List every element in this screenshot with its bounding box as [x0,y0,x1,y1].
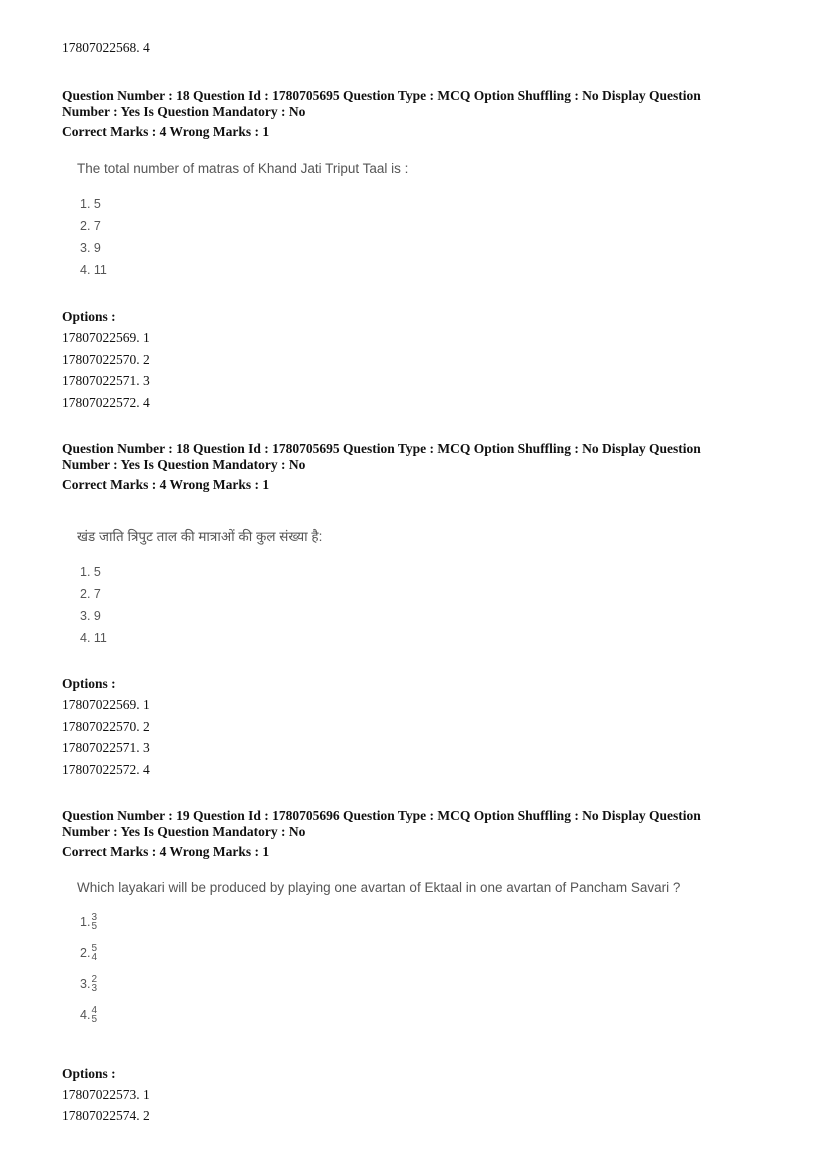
marks-line: Correct Marks : 4 Wrong Marks : 1 [62,477,270,492]
question-header-line1: Question Number : 18 Question Id : 1780705695 Question Type : MCQ Option Shuffling : No Display Question [62,441,701,456]
fraction-numerator: 5 [91,943,97,954]
question-choice: 4. 11 [80,631,107,645]
question-choice: 3. 9 [80,609,101,623]
choice-label: 1. [80,915,91,929]
fraction-denominator: 5 [91,1014,97,1025]
question-choice-fraction [80,944,97,962]
fraction-denominator: 3 [91,983,97,994]
fraction [91,975,97,993]
option-line: 17807022574. 2 [62,1108,150,1123]
question-choice: 2. 7 [80,219,101,233]
fraction-numerator: 3 [91,912,97,923]
option-line: 17807022572. 4 [62,762,150,777]
fraction-numerator: 2 [91,974,97,985]
fraction [91,944,97,962]
question-text: The total number of matras of Khand Jati Triput Taal is : [77,161,409,176]
question-text: खंड जाति त्रिपुट ताल की मात्राओं की कुल संख्या है: [77,529,323,544]
option-line: 17807022570. 2 [62,719,150,734]
fraction-denominator: 4 [91,952,97,963]
marks-line: Correct Marks : 4 Wrong Marks : 1 [62,844,270,859]
question-choice-fraction [80,975,97,993]
question-text: Which layakari will be produced by playing one avartan of Ektaal in one avartan of Pancham Savari ? [77,880,681,895]
fraction [91,1006,97,1024]
question-header-line2: Number : Yes Is Question Mandatory : No [62,457,306,472]
options-label: Options : [62,1066,116,1081]
question-choice-fraction [80,913,97,931]
choice-label: 4. [80,1008,91,1022]
question-choice: 1. 5 [80,565,101,579]
question-choice: 2. 7 [80,587,101,601]
question-header-line1: Question Number : 18 Question Id : 1780705695 Question Type : MCQ Option Shuffling : No Display Question [62,88,701,103]
option-line: 17807022569. 1 [62,330,150,345]
option-line: 17807022571. 3 [62,373,150,388]
question-choice: 3. 9 [80,241,101,255]
options-label: Options : [62,676,116,691]
option-line: 17807022572. 4 [62,395,150,410]
option-line: 17807022569. 1 [62,697,150,712]
option-line: 17807022573. 1 [62,1087,150,1102]
question-header-line2: Number : Yes Is Question Mandatory : No [62,824,306,839]
choice-label: 3. [80,977,91,991]
question-choice: 1. 5 [80,197,101,211]
fraction-denominator: 5 [91,921,97,932]
fraction [91,913,97,931]
previous-option-line: 17807022568. 4 [62,40,150,55]
question-choice: 4. 11 [80,263,107,277]
fraction-numerator: 4 [91,1005,97,1016]
question-header-line1: Question Number : 19 Question Id : 1780705696 Question Type : MCQ Option Shuffling : No Display Question [62,808,701,823]
options-label: Options : [62,309,116,324]
question-choice-fraction [80,1006,97,1024]
marks-line: Correct Marks : 4 Wrong Marks : 1 [62,124,270,139]
option-line: 17807022571. 3 [62,740,150,755]
choice-label: 2. [80,946,91,960]
option-line: 17807022570. 2 [62,352,150,367]
question-header-line2: Number : Yes Is Question Mandatory : No [62,104,306,119]
